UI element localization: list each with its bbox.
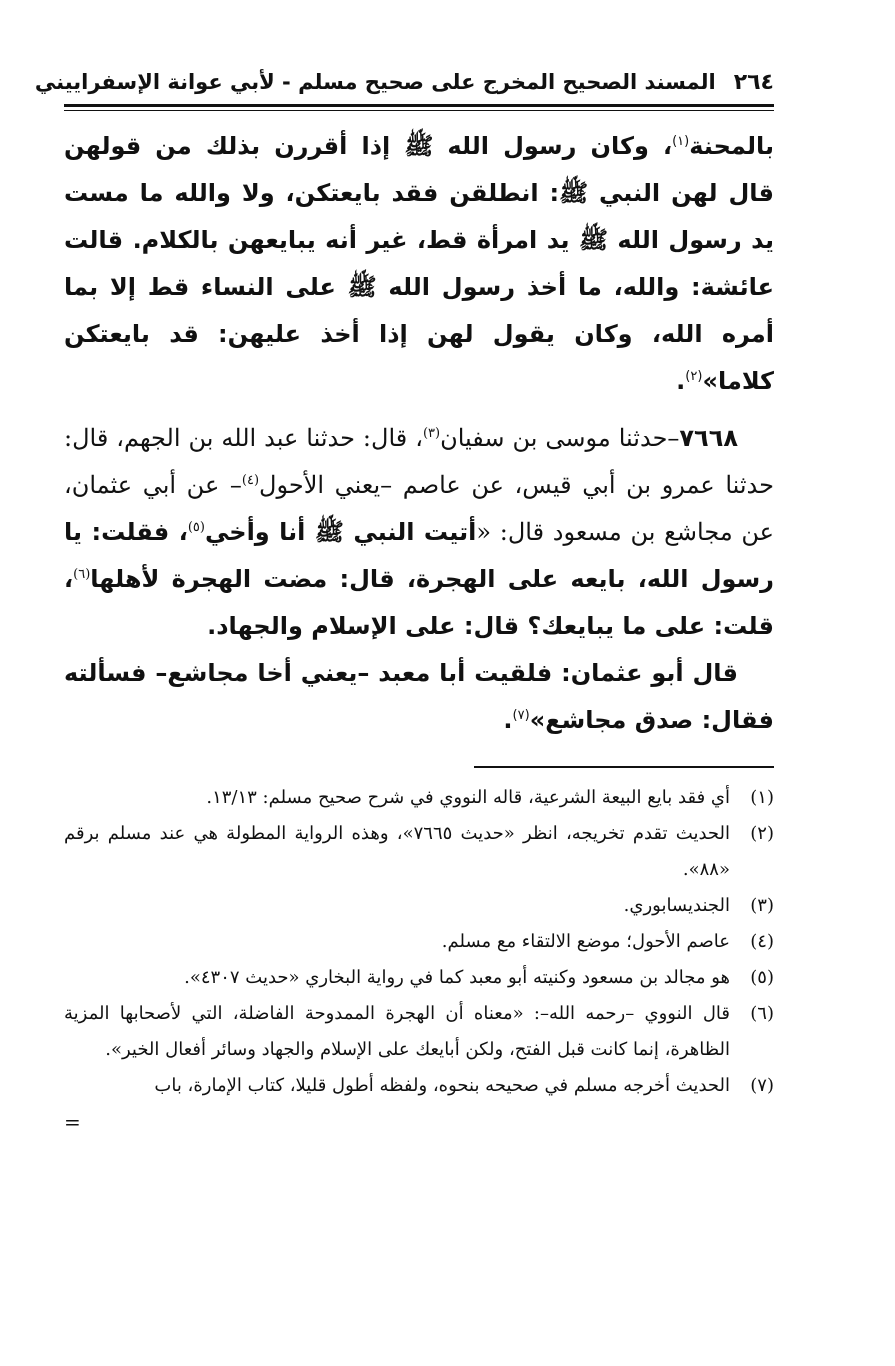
hadith-number: ٧٦٦٨ [679, 424, 738, 452]
footnote-number: (١) [750, 787, 774, 808]
footnote-number: (٤) [750, 931, 774, 952]
paragraph-hadith-7668: ٧٦٦٨–حدثنا موسى بن سفيان$^{(٣)}$، قال: حدثنا عبد الله بن الجهم، قال: حدثنا عمرو بن أبي قيس، عن عاصم –يعني الأحول$^{(٤)}$– عن أبي عثمان، عن مجاشع بن مسعود قال: «أتيت النبي ﷺ أنا وأخي$^{(٥)}$، فقلت: يا رسول الله، بايعه على الهجرة، قال: مضت الهجرة لأهلها$^{(٦)}$، قلت: على ما يبايعك؟ قال: على الإسلام والجهاد. [64, 424, 774, 640]
paragraph-1: بالمحنة$^{(١)}$، وكان رسول الله ﷺ إذا أقررن بذلك من قولهن قال لهن النبي ﷺ: انطلقن فقد بايعتكن، ولا والله ما مست يد رسول الله ﷺ يد امرأة قط، غير أنه يبايعهن بالكلام. قالت عائشة: والله، ما أخذ رسول الله ﷺ على النساء قط إلا بما أمره الله، وكان يقول لهن إذا أخذ عليهن: قد بايعتكن كلاما»$^{(٢)}$. [64, 132, 774, 395]
footnote-text: الجنديسابوري. [623, 895, 730, 916]
footnote-2 [64, 816, 774, 888]
footnote-text: هو مجالد بن مسعود وكنيته أبو معبد كما في رواية البخاري «حديث ٤٣٠٧». [184, 967, 730, 988]
footnote-3 [64, 888, 774, 924]
footnote-ref-2[interactable]: (٢) [685, 369, 703, 384]
main-text [64, 123, 774, 744]
footnote-text: الحديث تقدم تخريجه، انظر «حديث ٧٦٦٥»، وهذه الرواية المطولة هي عند مسلم برقم «٨٨». [64, 823, 731, 880]
footnote-text: أي فقد بايع البيعة الشرعية، قاله النووي في شرح صحيح مسلم: ١٣/١٣. [206, 787, 730, 808]
footnote-ref-3[interactable]: (٣) [422, 426, 441, 441]
footnote-6 [64, 996, 774, 1068]
footnote-ref-6[interactable]: (٦) [73, 567, 91, 582]
footnote-ref-1[interactable]: (١) [672, 134, 690, 149]
footnote-number: (٣) [750, 895, 774, 916]
footnote-ref-7[interactable]: (٧) [512, 708, 530, 723]
footnote-5 [64, 960, 774, 996]
header-rule-thick [64, 104, 774, 107]
footnotes [64, 780, 774, 1104]
footnote-number: (٦) [750, 1003, 774, 1024]
book-page [34, 64, 774, 1136]
footnote-7 [64, 1068, 774, 1104]
footnote-text: عاصم الأحول؛ موضع الالتقاء مع مسلم. [441, 931, 730, 952]
footnote-number: (٢) [750, 823, 774, 844]
footnote-text: الحديث أخرجه مسلم في صحيحه بنحوه، ولفظه أطول قليلا، كتاب الإمارة، باب [154, 1075, 730, 1096]
continuation-mark: = [64, 1110, 81, 1134]
page-number: ٢٦٤ [733, 70, 774, 95]
footnote-ref-4[interactable]: (٤) [241, 473, 260, 488]
footnote-1 [64, 780, 774, 816]
footnote-number: (٧) [750, 1075, 774, 1096]
footnote-number: (٥) [750, 967, 774, 988]
paragraph-3: قال أبو عثمان: فلقيت أبا معبد –يعني أخا مجاشع– فسألته فقال: صدق مجاشع»$^{(٧)}$. [64, 659, 774, 734]
footnote-ref-5[interactable]: (٥) [187, 520, 205, 535]
footnote-separator [474, 766, 774, 768]
header-rule-thin [64, 110, 774, 111]
footnote-4 [64, 924, 774, 960]
running-title: المسند الصحيح المخرج على صحيح مسلم - لأبي عوانة الإسفراييني [34, 70, 716, 94]
running-header [34, 64, 774, 104]
footnote-text: قال النووي –رحمه الله–: «معناه أن الهجرة الممدوحة الفاضلة، التي لأصحابها المزية الظاهرة، إنما كانت قبل الفتح، ولكن أبايعك على الإسلام والجهاد وسائر أفعال الخير». [64, 1003, 730, 1060]
